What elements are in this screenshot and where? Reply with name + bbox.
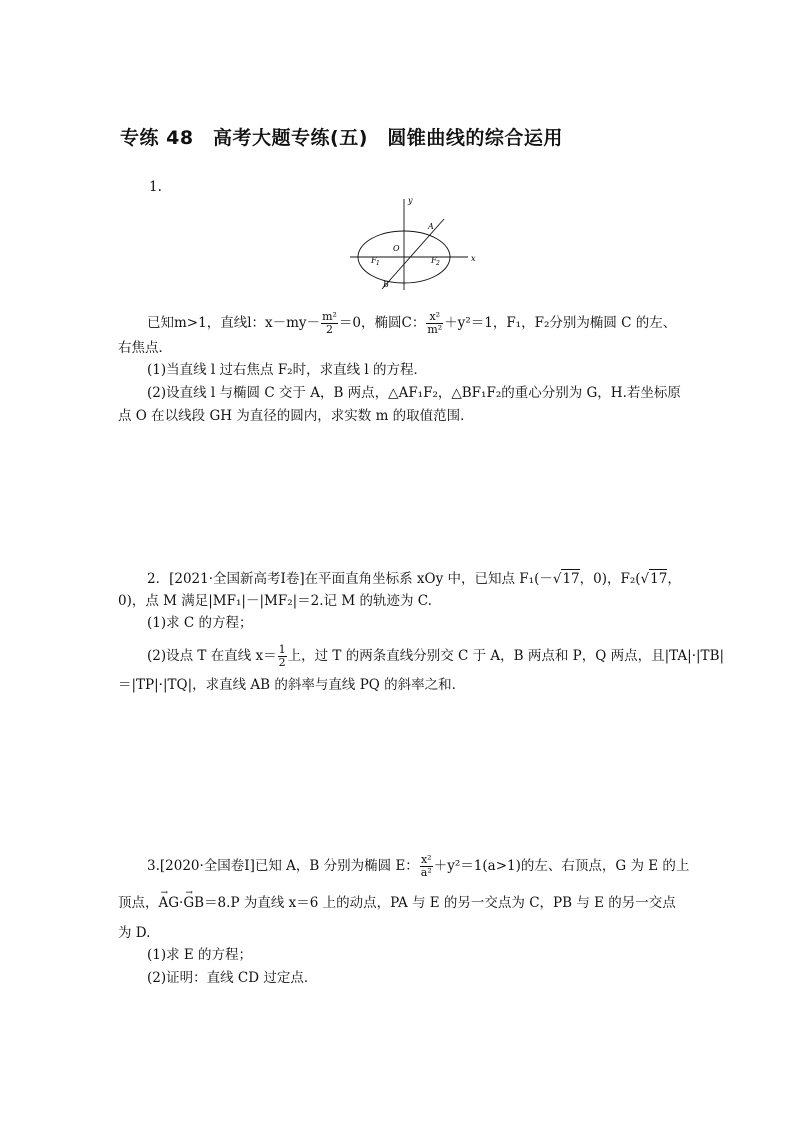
problem3-q1: (1)求 E 的方程； xyxy=(147,947,253,963)
vector-ag: → AG xyxy=(159,894,180,912)
problem2-line1 xyxy=(147,569,681,588)
p2-line1-post: ， xyxy=(667,571,681,587)
frac2-num: x² xyxy=(426,311,443,324)
p2-line1-mid: ，0)，F₂( xyxy=(579,571,641,587)
label-x: x xyxy=(471,254,476,263)
problem1-q2a: (2)设直线 l 与椭圆 C 交于 A，B 两点，△AF₁F₂，△BF₁F₂的重心分别为 G，H.若坐标原 xyxy=(147,385,681,401)
p3-line1-pre: 3.[2020·全国卷Ⅰ]已知 A，B 分别为椭圆 E： xyxy=(147,858,419,874)
problem2-line2: 0)，点 M 满足|MF₁|－|MF₂|＝2.记 M 的轨迹为 C. xyxy=(118,593,432,609)
problem3-line2 xyxy=(118,894,676,912)
intro-pre: 已知 xyxy=(147,315,174,331)
fraction-1-over-2 xyxy=(278,644,287,669)
problem3-line1 xyxy=(147,854,689,879)
p2-q2-pre: (2)设点 T 在直线 x＝ xyxy=(147,648,277,664)
problem1-q1: (1)当直线 l 过右焦点 F₂时，求直线 l 的方程． xyxy=(147,362,427,378)
label-f1-sub: 1 xyxy=(376,260,380,267)
sqrt-17-b: 17 xyxy=(650,571,668,587)
problem3-line3: 为 D. xyxy=(118,925,151,941)
sqrt-symbol-1: √ xyxy=(552,571,562,587)
intro-line-l: l：x－my－ xyxy=(247,315,321,331)
p3-line1-post: ＋y²＝1(a>1)的左、右顶点，G 为 E 的上 xyxy=(433,858,690,874)
dot-operator: · xyxy=(179,895,184,911)
problem1-intro xyxy=(147,311,676,336)
label-origin: O xyxy=(393,244,400,253)
intro-m: m>1，直线 xyxy=(174,315,248,331)
p2-q2-post: 上，过 T 的两条直线分别交 C 于 A，B 两点和 P，Q 两点，且|TA|·|TB| xyxy=(287,648,725,664)
p2-frac-num: 1 xyxy=(278,643,286,656)
intro-post: ＋y²＝1，F₁，F₂分别为椭圆 C 的左、 xyxy=(444,315,677,331)
sqrt-symbol-2: √ xyxy=(640,571,650,587)
p3-frac-num: x² xyxy=(420,853,432,866)
fraction-m2-over-2 xyxy=(321,311,338,336)
page-title: 专练 48 高考大题专练(五) 圆锥曲线的综合运用 xyxy=(120,127,563,149)
problem2-q2-cont: ＝|TP|·|TQ|，求直线 AB 的斜率与直线 PQ 的斜率之和． xyxy=(118,677,466,693)
problem2-q1: (1)求 C 的方程； xyxy=(147,615,253,631)
label-b: B xyxy=(383,280,389,289)
p3-line2-pre: 顶点， xyxy=(118,895,159,911)
problem1-intro-cont: 右焦点． xyxy=(118,340,172,356)
label-a: A xyxy=(428,222,434,231)
fraction-x2-over-a2 xyxy=(420,854,433,879)
p3-line2-post: ＝8.P 为直线 x＝6 上的动点，PA 与 E 的另一交点为 C，PB 与 E 的另一交点 xyxy=(204,895,676,911)
frac-den: 2 xyxy=(325,323,333,336)
label-f2: F xyxy=(431,256,437,265)
vector-gb: → GB xyxy=(183,894,204,912)
intro-c: C： xyxy=(401,315,426,331)
p2-line1-pre: 2．[2021·全国新高考Ⅰ卷]在平面直角坐标系 xOy 中，已知点 F₁(－ xyxy=(147,571,553,587)
intro-mid: ＝0，椭圆 xyxy=(338,315,402,331)
fraction-x2-over-m2 xyxy=(426,311,443,336)
ellipse-figure xyxy=(344,193,484,293)
frac-num: m² xyxy=(322,310,337,323)
label-f2-sub: 2 xyxy=(436,260,440,267)
label-y: y xyxy=(408,196,413,205)
problem3-q2: (2)证明：直线 CD 过定点． xyxy=(147,970,318,986)
problem2-q2 xyxy=(147,644,724,669)
p3-frac-den: a² xyxy=(420,866,432,879)
label-f1: F xyxy=(371,256,377,265)
problem1-number: 1. xyxy=(149,179,162,195)
sqrt-17-a: 17 xyxy=(562,571,580,587)
problem1-q2b: 点 O 在以线段 GH 为直径的圆内，求实数 m 的取值范围． xyxy=(118,408,474,424)
frac2-den: m² xyxy=(427,323,443,336)
line-l xyxy=(382,219,444,289)
p2-frac-den: 2 xyxy=(278,656,286,669)
